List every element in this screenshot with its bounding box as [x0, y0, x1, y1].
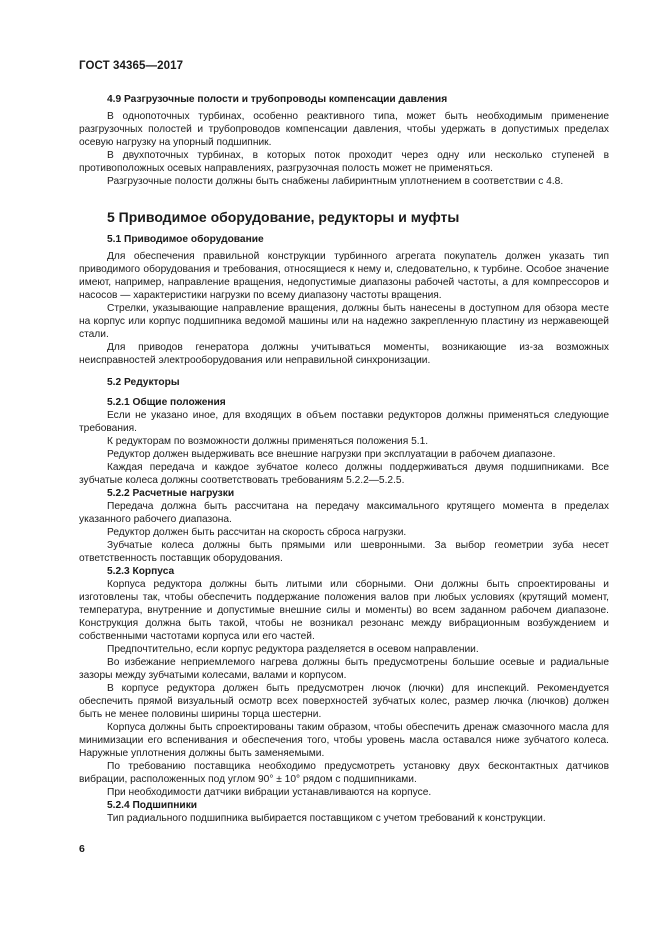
section-5-1-heading: 5.1 Приводимое оборудование — [107, 234, 264, 245]
paragraph: Редуктор должен быть рассчитан на скорость сброса нагрузки. — [107, 527, 407, 538]
paragraph: Каждая передача и каждое зубчатое колесо должны поддерживаться двумя подшипниками. Все зубчатые колеса должны соответствовать требованиям 5.2.2—5.2.5. — [79, 462, 609, 486]
paragraph: Во избежание неприемлемого нагрева должны быть предусмотрены большие осевые и радиальные зазоры между зубчатыми колесами, валами и корпусом. — [79, 657, 609, 681]
paragraph: В однопоточных турбинах, особенно реактивного типа, может быть необходимым применение разгрузочных полостей и трубопроводов компенсации давления, чтобы удержать в допустимых пределах осевую нагрузку на упорный подшипник. — [79, 111, 609, 148]
section-5-heading: 5 Приводимое оборудование, редукторы и муфты — [107, 209, 460, 225]
paragraph: Редуктор должен выдерживать все внешние нагрузки при эксплуатации в рабочем диапазоне. — [107, 449, 556, 460]
paragraph: По требованию поставщика необходимо предусмотреть установку двух бесконтактных датчиков вибрации, расположенных под углом 90° ± 10° рядом с подшипниками. — [79, 761, 609, 785]
paragraph: В двухпоточных турбинах, в которых поток проходит через одну или несколько ступеней в противоположных осевых направлениях, разгрузочная полость может не применяться. — [79, 150, 609, 174]
clause-5-2-1-heading: 5.2.1 Общие положения — [107, 397, 226, 408]
paragraph: Если не указано иное, для входящих в объем поставки редукторов должны применяться следующие требования. — [79, 410, 609, 434]
paragraph: Передача должна быть рассчитана на передачу максимального крутящего момента в пределах указанного рабочего диапазона. — [79, 501, 609, 525]
paragraph: При необходимости датчики вибрации устанавливаются на корпусе. — [107, 787, 432, 798]
page-number: 6 — [79, 843, 85, 855]
section-5-2-heading: 5.2 Редукторы — [107, 377, 180, 388]
document-body — [79, 93, 609, 825]
paragraph: Зубчатые колеса должны быть прямыми или шевронными. За выбор геометрии зуба несет ответственность поставщик оборудования. — [79, 540, 609, 564]
paragraph: Тип радиального подшипника выбирается поставщиком с учетом требований к конструкции. — [107, 813, 546, 824]
paragraph: Для приводов генератора должны учитываться моменты, возникающие из-за возможных неисправностей электрооборудования или неправильной синхронизации. — [79, 342, 609, 366]
paragraph: Стрелки, указывающие направление вращения, должны быть нанесены в доступном для обзора месте на корпус или корпус подшипника ведомой машины или на надежно закрепленную пластину из нержавеющей стали. — [79, 303, 609, 340]
paragraph: Для обеспечения правильной конструкции турбинного агрегата покупатель должен указать тип приводимого оборудования и требования, относящиеся к нему и, следовательно, к турбине. Особое значение имеют, например, направление вращения, недопустимые диапазоны рабочей частоты, а для компрессоров и насосов — характеристики нагрузки по всему диапазону частоты вращения. — [79, 251, 609, 301]
paragraph: Корпуса редуктора должны быть литыми или сборными. Они должны быть спроектированы и изготовлены так, чтобы обеспечить поддержание положения валов при любых условиях (крутящий момент, температура, внутренние и допустимые внешние силы и моменты) во всем заданном рабочем диапазоне. Конструкция должна быть такой, чтобы не возникал резонанс между вибрационным возбуждением и собственными частотами корпуса или его частей. — [79, 579, 609, 642]
clause-5-2-2-heading: 5.2.2 Расчетные нагрузки — [107, 488, 235, 499]
paragraph: Корпуса должны быть спроектированы таким образом, чтобы обеспечить дренаж смазочного масла для минимизации его вспенивания и обеспечения того, чтобы уровень масла оставался ниже зубчатого колеса. Наружные уплотнения должны быть заменяемыми. — [79, 722, 609, 759]
clause-5-2-4-heading: 5.2.4 Подшипники — [107, 800, 198, 811]
section-4-9-heading: 4.9 Разгрузочные полости и трубопроводы компенсации давления — [107, 94, 448, 105]
document-header: ГОСТ 34365—2017 — [79, 60, 184, 72]
clause-5-2-3-heading: 5.2.3 Корпуса — [107, 566, 175, 577]
paragraph: В корпусе редуктора должен быть предусмотрен лючок (лючки) для инспекций. Рекомендуется обеспечить прямой визуальный осмотр всех поверхностей зубчатых колес, размер лючка (лючков) должен быть не менее половины ширины торца шестерни. — [79, 683, 609, 720]
paragraph: К редукторам по возможности должны применяться положения 5.1. — [107, 436, 429, 447]
paragraph: Разгрузочные полости должны быть снабжены лабиринтным уплотнением в соответствии с 4.8. — [107, 176, 564, 187]
paragraph: Предпочтительно, если корпус редуктора разделяется в осевом направлении. — [107, 644, 479, 655]
